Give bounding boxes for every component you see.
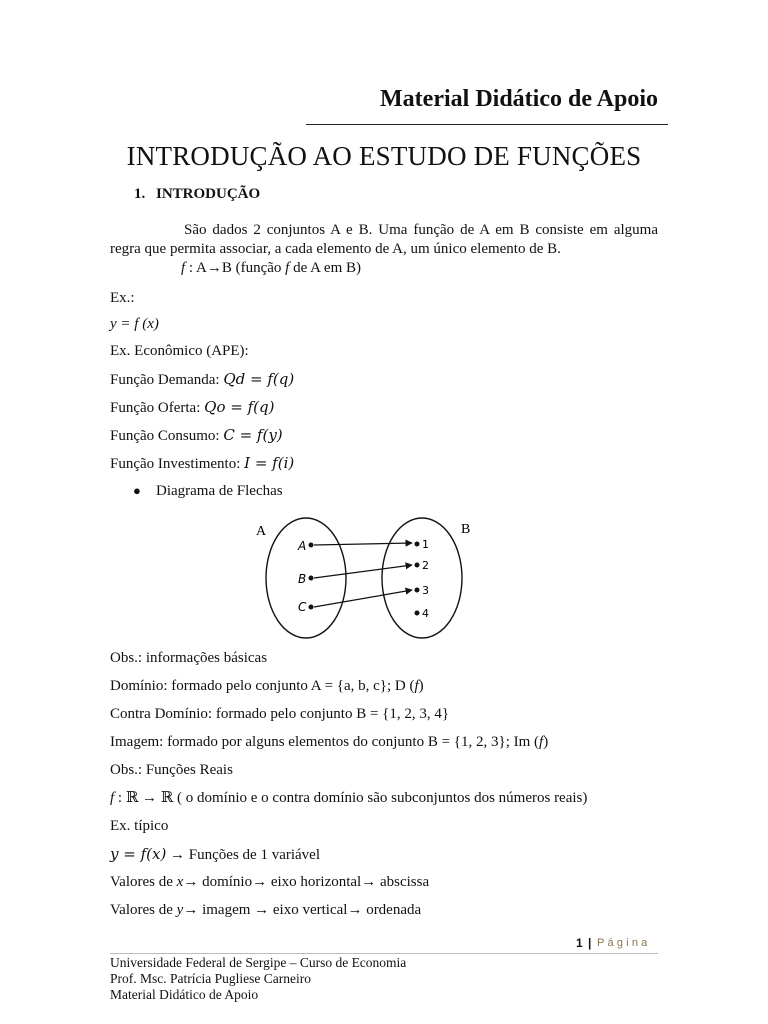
economic-example-label: Ex. Econômico (APE):	[110, 343, 249, 359]
footer-university: Universidade Federal de Sergipe – Curso de Economia	[110, 955, 407, 970]
set-b-label: B	[461, 522, 471, 537]
footer-material: Material Didático de Apoio	[110, 987, 259, 1002]
codomain-element-4: 4	[422, 607, 429, 620]
demand-function	[110, 370, 294, 390]
set-a-label: A	[256, 524, 267, 539]
header-title: Material Didático de Apoio	[380, 86, 658, 112]
image-end: )	[543, 734, 549, 750]
bullet-item: Diagrama de Flechas	[156, 483, 283, 499]
x-values-line	[110, 873, 429, 892]
x-values-pre: Valores de	[110, 874, 177, 890]
codomain-element-3: 3	[422, 584, 429, 597]
obs-basic-info: Obs.: informações básicas	[110, 650, 268, 666]
domain-point-c	[309, 605, 314, 610]
demand-formula: Qd = f(q)	[223, 370, 295, 388]
arrow-b-to-2	[314, 565, 412, 578]
typical-example-label: Ex. típico	[110, 818, 169, 834]
domain-element-b: B	[298, 572, 307, 586]
x-values-text: → domínio→ eixo horizontal→ abscissa	[183, 874, 430, 890]
intro-paragraph: São dados 2 conjuntos A e B. Uma função de A em B consiste em alguma regra que permita associar, a cada elemento de A, um único elemento de B.	[110, 222, 658, 257]
domain-point-b	[309, 576, 314, 581]
domain-point-a	[309, 543, 314, 548]
supply-function	[110, 398, 274, 418]
notation-end: de A em B)	[289, 260, 361, 276]
domain-f: f	[414, 678, 419, 694]
real-text: : ℝ → ℝ ( o domínio e o contra domínio são subconjuntos dos números reais)	[114, 790, 588, 806]
consumption-label: Função Consumo:	[110, 428, 224, 444]
page-separator: |	[588, 936, 592, 950]
example-formula: y = f (x)	[110, 316, 159, 332]
codomain-point-3	[415, 588, 420, 593]
y-values-line	[110, 901, 421, 920]
page-title: INTRODUÇÃO AO ESTUDO DE FUNÇÕES	[126, 141, 642, 171]
codomain-element-1: 1	[422, 538, 429, 551]
y-values-pre: Valores de	[110, 902, 177, 918]
investment-formula: I = f(i)	[244, 454, 295, 472]
section-number: 1.	[134, 186, 146, 202]
page-number: 1	[576, 936, 583, 950]
consumption-function	[110, 426, 283, 446]
investment-function	[110, 454, 294, 474]
example-label: Ex.:	[110, 290, 135, 306]
domain-element-c: C	[298, 600, 307, 614]
typical-formula: y = f(x)	[110, 845, 167, 863]
real-f: f	[110, 790, 115, 806]
page-word: Página	[597, 937, 651, 949]
investment-label: Função Investimento:	[110, 456, 245, 472]
footer-divider	[110, 953, 658, 954]
codomain-element-2: 2	[422, 559, 429, 572]
domain-line	[110, 677, 424, 696]
image-line	[110, 733, 548, 752]
typical-text: → Funções de 1 variável	[166, 847, 321, 863]
notation-text: : A→B (função	[185, 260, 286, 276]
arrow-diagram	[250, 512, 480, 647]
arrow-a-to-1	[314, 543, 412, 545]
domain-end: )	[418, 678, 424, 694]
obs-real-functions: Obs.: Funções Reais	[110, 762, 233, 778]
arrow-c-to-3	[314, 590, 412, 607]
bullet-icon: ●	[133, 483, 141, 498]
supply-label: Função Oferta:	[110, 400, 205, 416]
section-title: INTRODUÇÃO	[156, 186, 261, 202]
header-divider	[306, 124, 668, 125]
domain-element-a: A	[298, 539, 307, 553]
set-b-ellipse	[382, 518, 462, 638]
x-var: x	[176, 874, 184, 890]
domain-text: Domínio: formado pelo conjunto A = {a, b, c}; D (	[110, 678, 415, 694]
codomain-point-2	[415, 563, 420, 568]
y-values-text: → imagem → eixo vertical→ ordenada	[183, 902, 422, 918]
real-functions-line	[110, 789, 587, 808]
codomain-point-1	[415, 542, 420, 547]
consumption-formula: C = f(y)	[223, 426, 283, 444]
typical-example-line	[110, 845, 320, 865]
image-f: f	[539, 734, 544, 750]
codomain-point-4	[415, 611, 420, 616]
y-var: y	[176, 902, 184, 918]
notation-f2: f	[285, 260, 290, 276]
footer-professor: Prof. Msc. Patrícia Pugliese Carneiro	[110, 971, 311, 986]
notation-f: f	[181, 260, 186, 276]
function-notation	[181, 259, 361, 278]
demand-label: Função Demanda:	[110, 372, 224, 388]
image-text: Imagem: formado por alguns elementos do conjunto B = {1, 2, 3}; Im (	[110, 734, 540, 750]
supply-formula: Qo = f(q)	[204, 398, 275, 416]
codomain-line: Contra Domínio: formado pelo conjunto B = {1, 2, 3, 4}	[110, 706, 450, 722]
